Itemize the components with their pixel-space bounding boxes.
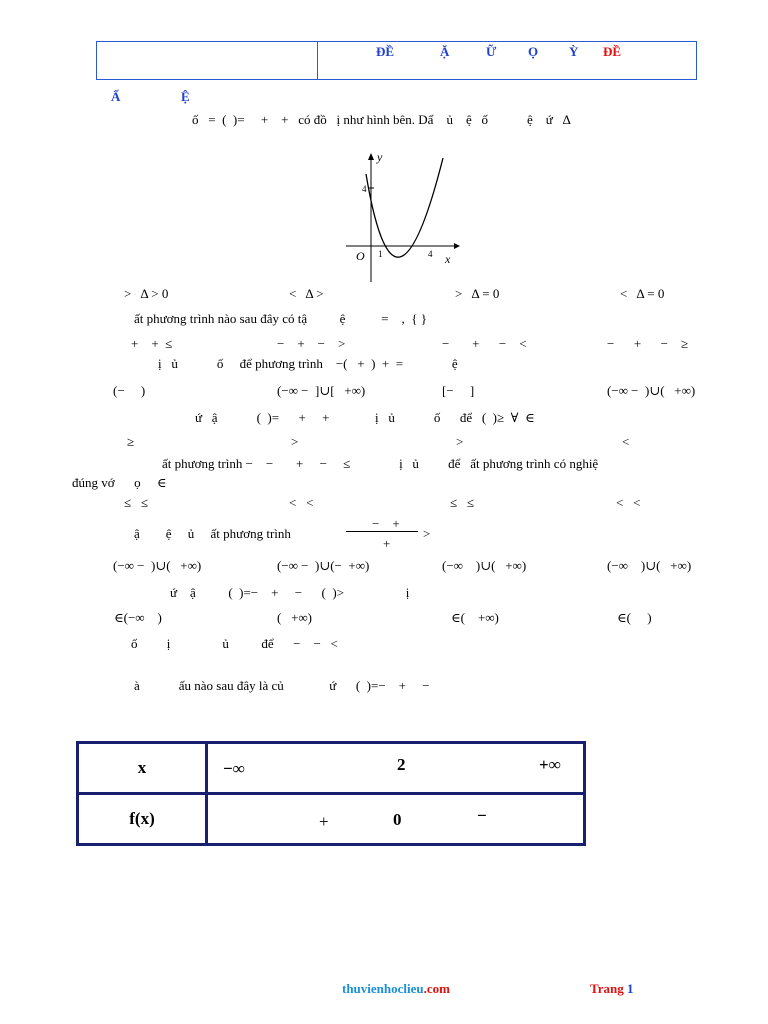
footer-page-number: 1 <box>626 981 634 996</box>
q6-option-d: (−∞ )∪( +∞) <box>607 558 692 573</box>
row-fx-label: f(x) <box>78 794 207 845</box>
footer-site-tld: .com <box>423 981 450 996</box>
q6-fraction-bar <box>346 531 418 532</box>
q6-inequality: > <box>423 526 431 541</box>
x-pos-infinity: +∞ <box>539 755 561 774</box>
footer-site-name: thuvienhoclieu <box>342 981 424 996</box>
question-3-text: ị ủ ố để phương trình −( + ) + = ệ <box>158 356 458 371</box>
question-8-text: ố ị ủ để − − < <box>131 636 338 651</box>
tick-1-label: 1 <box>378 249 383 259</box>
tick-4-label: 4 <box>428 249 433 259</box>
q5-option-b: < < <box>289 495 314 510</box>
q6-option-c: (−∞ )∪( +∞) <box>442 558 527 573</box>
q2-option-a: + + ≤ <box>131 336 173 351</box>
row-x-label: x <box>78 743 207 794</box>
header-title-2: Ặ <box>440 44 450 59</box>
q6-option-a: (−∞ − )∪( +∞) <box>113 558 202 573</box>
q3-option-a: (− ) <box>113 383 146 398</box>
q7-option-c: ∈( +∞) <box>451 610 499 625</box>
q7-option-a: ∈(−∞ ) <box>114 610 162 625</box>
row-x-values <box>207 743 585 794</box>
footer-page <box>590 981 633 997</box>
question-5-text: ất phương trình − − + − ≤ ị ủ để ất phương trình có nghiệ <box>162 456 599 471</box>
fx-zero: 0 <box>393 810 402 829</box>
q2-option-b: − + − > <box>277 336 346 351</box>
q1-option-c: > Δ = 0 <box>455 286 500 301</box>
q5-option-d: < < <box>616 495 641 510</box>
fx-plus-sign: + <box>319 812 329 831</box>
x-axis-label: x <box>445 252 451 266</box>
q4-option-d: < <box>622 434 630 449</box>
x-neg-infinity: −∞ <box>223 759 245 778</box>
y-axis-arrow <box>368 153 374 160</box>
sign-table <box>76 741 586 846</box>
question-4-text: ứ ậ ( )= + + ị ủ ố để ( )≥ ∀ ∈ <box>195 410 535 425</box>
q1-option-a: > Δ > 0 <box>124 286 169 301</box>
q5-option-a: ≤ ≤ <box>124 495 149 510</box>
question-5-text-cont: đúng vớ ọ ∈ <box>72 475 167 490</box>
y-axis-label: y <box>377 150 383 164</box>
header-title-4: Ọ <box>528 44 539 59</box>
row-fx-values <box>207 794 585 845</box>
section-label-2: Ệ <box>181 89 190 104</box>
q7-option-d: ∈( ) <box>617 610 652 625</box>
fx-minus-sign: − <box>477 806 487 825</box>
header-title-5: Ỳ <box>569 44 579 59</box>
q4-option-c: > <box>456 434 464 449</box>
question-9-text: à ấu nào sau đây là củ ứ ( )=− + − <box>134 678 430 693</box>
q2-option-c: − + − < <box>442 336 527 351</box>
q3-option-c: [− ] <box>442 383 475 398</box>
question-1-text: ố = ( )= + + có đồ ị như hình bên. Dấ ủ ệ ố ệ ứ Δ <box>192 112 571 127</box>
q1-option-b: < Δ > <box>289 286 324 301</box>
q2-option-d: − + − ≥ <box>607 336 689 351</box>
parabola-graph <box>342 148 462 288</box>
sign-table-row-fx <box>78 794 585 845</box>
q6-fraction-denominator: + <box>383 536 391 551</box>
x-axis-arrow <box>454 243 460 249</box>
q3-option-d: (−∞ − )∪( +∞) <box>607 383 696 398</box>
q4-option-a: ≥ <box>127 434 135 449</box>
q3-option-b: (−∞ − ]∪[ +∞) <box>277 383 366 398</box>
header-divider <box>317 42 318 79</box>
tick-y4-label: 4 <box>362 184 367 194</box>
header-title-6: ĐỀ <box>603 44 622 59</box>
q5-option-c: ≤ ≤ <box>450 495 475 510</box>
q6-option-b: (−∞ − )∪(− +∞) <box>277 558 370 573</box>
origin-label: O <box>356 249 365 263</box>
parabola-curve <box>366 158 443 257</box>
question-6-text: ậ ệ ủ ất phương trình <box>134 526 291 541</box>
x-value-2: 2 <box>397 755 406 774</box>
q1-option-d: < Δ = 0 <box>620 286 665 301</box>
header-title-3: Ữ <box>486 44 497 59</box>
q6-fraction-numerator: − + <box>372 516 400 531</box>
question-7-text: ứ ậ ( )=− + − ( )> ị <box>170 585 410 600</box>
question-2-text: ất phương trình nào sau đây có tậ ệ = , { } <box>134 311 427 326</box>
footer-site[interactable] <box>342 981 450 997</box>
q7-option-b: ( +∞) <box>277 610 313 625</box>
header-title-1: ĐỀ <box>376 44 395 59</box>
footer-page-label: Trang <box>590 981 624 996</box>
q4-option-b: > <box>291 434 299 449</box>
section-label-1: Ấ <box>111 89 121 104</box>
sign-table-row-x <box>78 743 585 794</box>
